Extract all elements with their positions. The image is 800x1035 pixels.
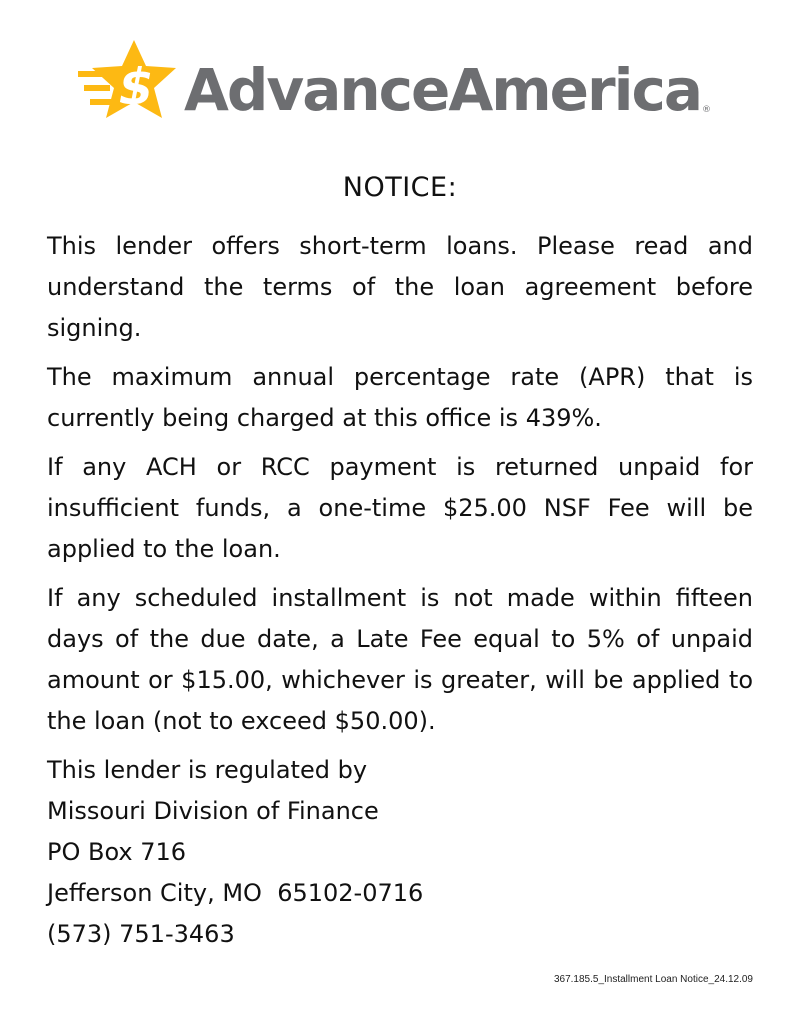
regulator-city-state-zip: Jefferson City, MO 65102-0716 xyxy=(47,879,424,907)
regulator-address xyxy=(47,750,753,955)
notice-body xyxy=(47,226,753,955)
late-fee-paragraph: If any scheduled installment is not made within fifteen days of the due date, a Late Fee equal to 5% of unpaid amount or $15.00, whichever is greater, will be applied to the loan (not to exceed $50.00). xyxy=(47,584,753,735)
advance-america-logo xyxy=(78,38,718,128)
regulator-name: Missouri Division of Finance xyxy=(47,797,379,825)
document-reference: 367.185.5_Installment Loan Notice_24.12.09 xyxy=(553,974,753,985)
apr-paragraph: The maximum annual percentage rate (APR) that is currently being charged at this office is 439%. xyxy=(47,363,753,432)
short-term-loans-paragraph: This lender offers short-term loans. Please read and understand the terms of the loan agreement before signing. xyxy=(47,232,753,342)
notice-title: NOTICE: xyxy=(342,172,458,203)
brand-wordmark: AdvanceAmerica xyxy=(184,56,702,124)
nsf-fee-paragraph: If any ACH or RCC payment is returned unpaid for insufficient funds, a one-time $25.00 NSF Fee will be applied to the loan. xyxy=(47,453,753,563)
star-dollar-icon xyxy=(78,40,176,118)
registered-mark: ® xyxy=(702,105,711,115)
regulator-po-box: PO Box 716 xyxy=(47,838,187,866)
regulator-intro: This lender is regulated by xyxy=(47,756,368,784)
regulator-phone: (573) 751-3463 xyxy=(47,920,235,948)
svg-text:$: $ xyxy=(118,58,154,116)
